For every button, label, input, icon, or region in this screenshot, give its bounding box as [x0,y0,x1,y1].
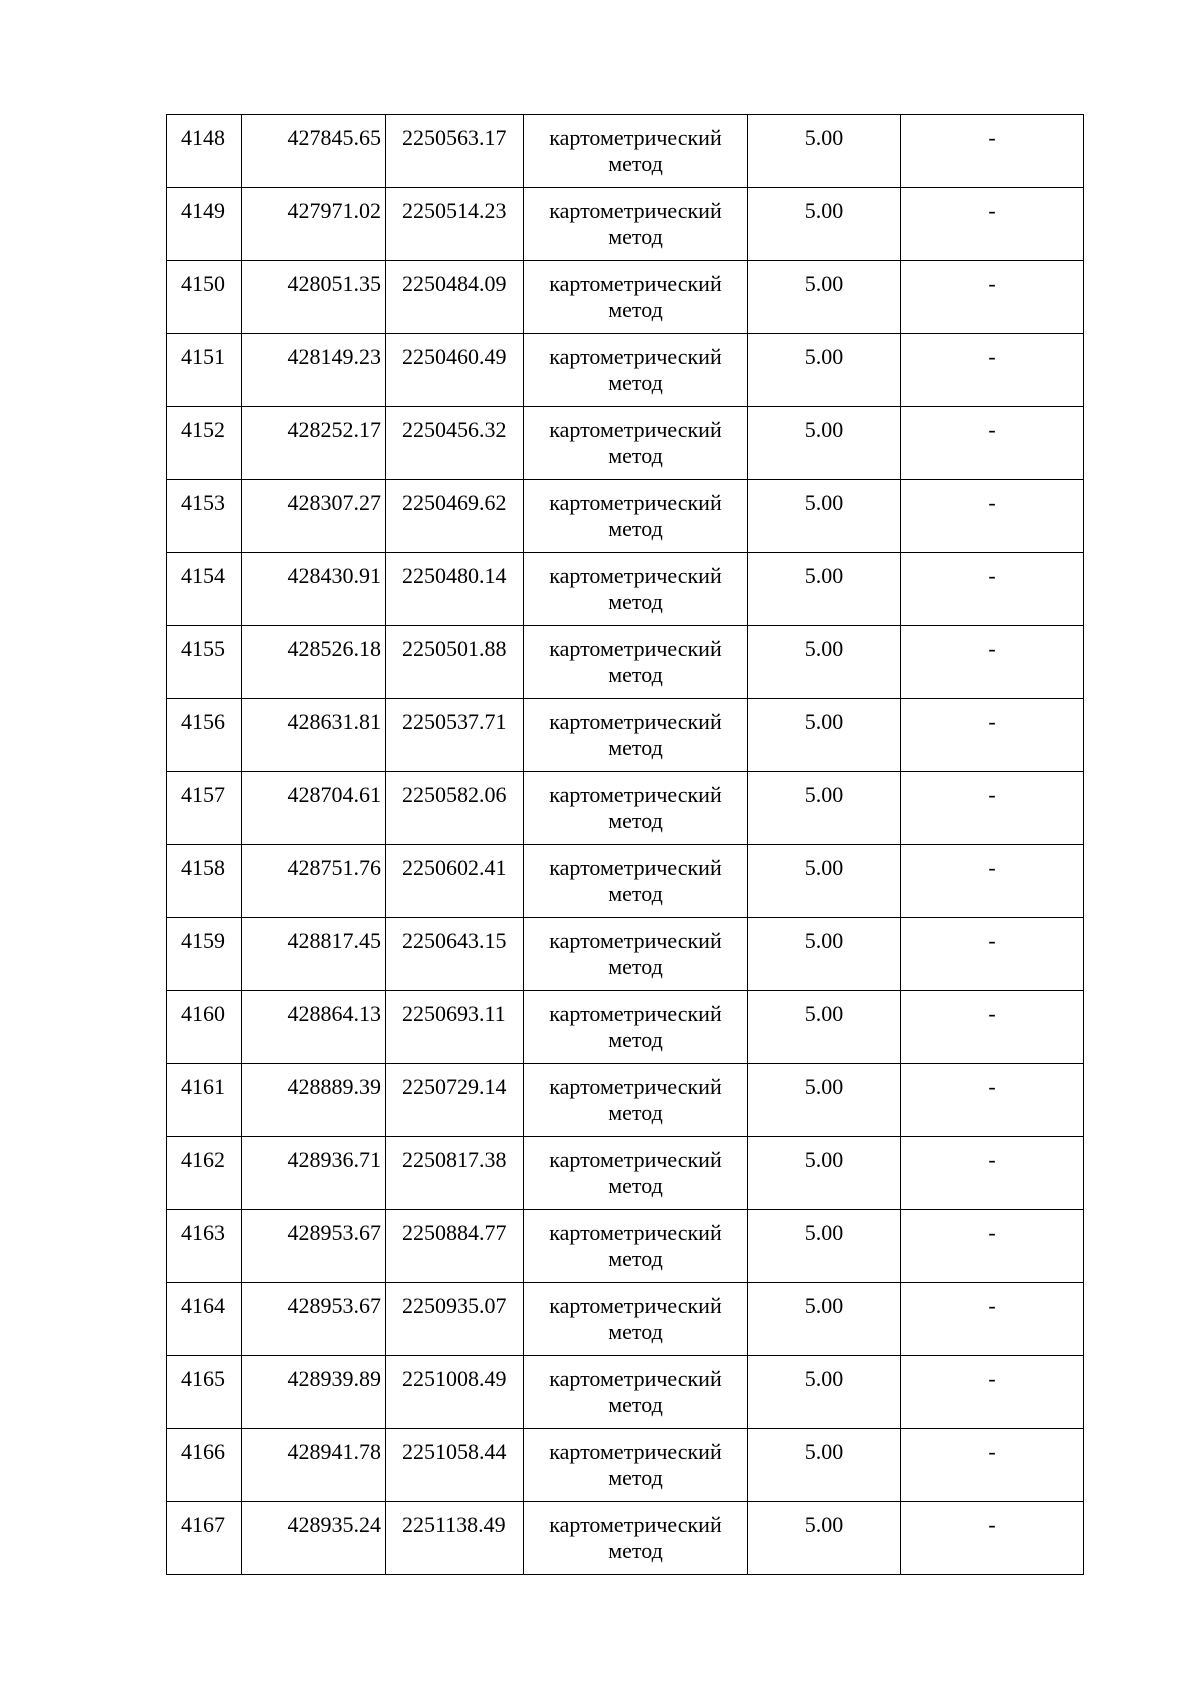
point-number-cell: 4157 [167,772,242,845]
point-number-cell: 4158 [167,845,242,918]
description-cell: - [901,991,1084,1064]
x-coordinate-cell: 428631.81 [242,699,386,772]
accuracy-cell: 5.00 [748,188,901,261]
table-row [167,1502,1084,1575]
accuracy-cell: 5.00 [748,699,901,772]
accuracy-cell: 5.00 [748,553,901,626]
table-row [167,626,1084,699]
y-coordinate-cell: 2250884.77 [386,1210,524,1283]
table-row [167,991,1084,1064]
description-cell: - [901,1137,1084,1210]
accuracy-cell: 5.00 [748,1064,901,1137]
accuracy-cell: 5.00 [748,991,901,1064]
table-row [167,772,1084,845]
description-cell: - [901,699,1084,772]
method-cell: картометрический метод [524,699,748,772]
description-cell: - [901,553,1084,626]
coordinates-table [166,114,1084,1575]
accuracy-cell: 5.00 [748,1429,901,1502]
method-cell: картометрический метод [524,553,748,626]
accuracy-cell: 5.00 [748,115,901,188]
x-coordinate-cell: 428939.89 [242,1356,386,1429]
description-cell: - [901,1356,1084,1429]
method-cell: картометрический метод [524,1137,748,1210]
x-coordinate-cell: 428307.27 [242,480,386,553]
point-number-cell: 4160 [167,991,242,1064]
point-number-cell: 4150 [167,261,242,334]
table-row [167,1283,1084,1356]
point-number-cell: 4165 [167,1356,242,1429]
description-cell: - [901,188,1084,261]
y-coordinate-cell: 2250469.62 [386,480,524,553]
y-coordinate-cell: 2251138.49 [386,1502,524,1575]
y-coordinate-cell: 2250817.38 [386,1137,524,1210]
point-number-cell: 4166 [167,1429,242,1502]
table-row [167,480,1084,553]
x-coordinate-cell: 428252.17 [242,407,386,480]
y-coordinate-cell: 2250480.14 [386,553,524,626]
description-cell: - [901,115,1084,188]
x-coordinate-cell: 428953.67 [242,1210,386,1283]
method-cell: картометрический метод [524,772,748,845]
point-number-cell: 4167 [167,1502,242,1575]
y-coordinate-cell: 2250693.11 [386,991,524,1064]
y-coordinate-cell: 2250643.15 [386,918,524,991]
point-number-cell: 4155 [167,626,242,699]
method-cell: картометрический метод [524,1502,748,1575]
accuracy-cell: 5.00 [748,1283,901,1356]
table-row [167,115,1084,188]
y-coordinate-cell: 2250514.23 [386,188,524,261]
x-coordinate-cell: 428941.78 [242,1429,386,1502]
y-coordinate-cell: 2250563.17 [386,115,524,188]
description-cell: - [901,845,1084,918]
point-number-cell: 4154 [167,553,242,626]
description-cell: - [901,334,1084,407]
y-coordinate-cell: 2250729.14 [386,1064,524,1137]
method-cell: картометрический метод [524,1283,748,1356]
x-coordinate-cell: 428817.45 [242,918,386,991]
method-cell: картометрический метод [524,845,748,918]
method-cell: картометрический метод [524,918,748,991]
method-cell: картометрический метод [524,407,748,480]
accuracy-cell: 5.00 [748,772,901,845]
method-cell: картометрический метод [524,1064,748,1137]
accuracy-cell: 5.00 [748,261,901,334]
table-row [167,407,1084,480]
accuracy-cell: 5.00 [748,1356,901,1429]
table-body [167,115,1084,1575]
description-cell: - [901,480,1084,553]
method-cell: картометрический метод [524,1429,748,1502]
method-cell: картометрический метод [524,188,748,261]
description-cell: - [901,261,1084,334]
description-cell: - [901,626,1084,699]
method-cell: картометрический метод [524,1356,748,1429]
accuracy-cell: 5.00 [748,1137,901,1210]
description-cell: - [901,1283,1084,1356]
point-number-cell: 4163 [167,1210,242,1283]
point-number-cell: 4164 [167,1283,242,1356]
point-number-cell: 4156 [167,699,242,772]
accuracy-cell: 5.00 [748,1502,901,1575]
table-row [167,1356,1084,1429]
table-row [167,261,1084,334]
x-coordinate-cell: 428751.76 [242,845,386,918]
description-cell: - [901,918,1084,991]
accuracy-cell: 5.00 [748,334,901,407]
y-coordinate-cell: 2250602.41 [386,845,524,918]
description-cell: - [901,407,1084,480]
accuracy-cell: 5.00 [748,918,901,991]
method-cell: картометрический метод [524,480,748,553]
table-row [167,1210,1084,1283]
y-coordinate-cell: 2250537.71 [386,699,524,772]
x-coordinate-cell: 427971.02 [242,188,386,261]
x-coordinate-cell: 428935.24 [242,1502,386,1575]
x-coordinate-cell: 428430.91 [242,553,386,626]
point-number-cell: 4161 [167,1064,242,1137]
y-coordinate-cell: 2250460.49 [386,334,524,407]
method-cell: картометрический метод [524,991,748,1064]
x-coordinate-cell: 428051.35 [242,261,386,334]
point-number-cell: 4152 [167,407,242,480]
description-cell: - [901,1064,1084,1137]
y-coordinate-cell: 2250582.06 [386,772,524,845]
x-coordinate-cell: 428149.23 [242,334,386,407]
point-number-cell: 4159 [167,918,242,991]
y-coordinate-cell: 2251008.49 [386,1356,524,1429]
x-coordinate-cell: 428889.39 [242,1064,386,1137]
table-row [167,334,1084,407]
method-cell: картометрический метод [524,626,748,699]
y-coordinate-cell: 2250501.88 [386,626,524,699]
x-coordinate-cell: 428953.67 [242,1283,386,1356]
x-coordinate-cell: 427845.65 [242,115,386,188]
x-coordinate-cell: 428936.71 [242,1137,386,1210]
point-number-cell: 4149 [167,188,242,261]
y-coordinate-cell: 2250456.32 [386,407,524,480]
description-cell: - [901,1429,1084,1502]
method-cell: картометрический метод [524,261,748,334]
description-cell: - [901,772,1084,845]
y-coordinate-cell: 2250935.07 [386,1283,524,1356]
table-row [167,699,1084,772]
table-row [167,1064,1084,1137]
accuracy-cell: 5.00 [748,407,901,480]
table-row [167,918,1084,991]
point-number-cell: 4151 [167,334,242,407]
point-number-cell: 4162 [167,1137,242,1210]
accuracy-cell: 5.00 [748,626,901,699]
table-row [167,553,1084,626]
x-coordinate-cell: 428704.61 [242,772,386,845]
table-row [167,845,1084,918]
point-number-cell: 4148 [167,115,242,188]
table-row [167,1429,1084,1502]
method-cell: картометрический метод [524,1210,748,1283]
method-cell: картометрический метод [524,115,748,188]
table-row [167,1137,1084,1210]
accuracy-cell: 5.00 [748,480,901,553]
description-cell: - [901,1502,1084,1575]
y-coordinate-cell: 2250484.09 [386,261,524,334]
method-cell: картометрический метод [524,334,748,407]
point-number-cell: 4153 [167,480,242,553]
y-coordinate-cell: 2251058.44 [386,1429,524,1502]
table-row [167,188,1084,261]
accuracy-cell: 5.00 [748,845,901,918]
accuracy-cell: 5.00 [748,1210,901,1283]
x-coordinate-cell: 428864.13 [242,991,386,1064]
x-coordinate-cell: 428526.18 [242,626,386,699]
description-cell: - [901,1210,1084,1283]
